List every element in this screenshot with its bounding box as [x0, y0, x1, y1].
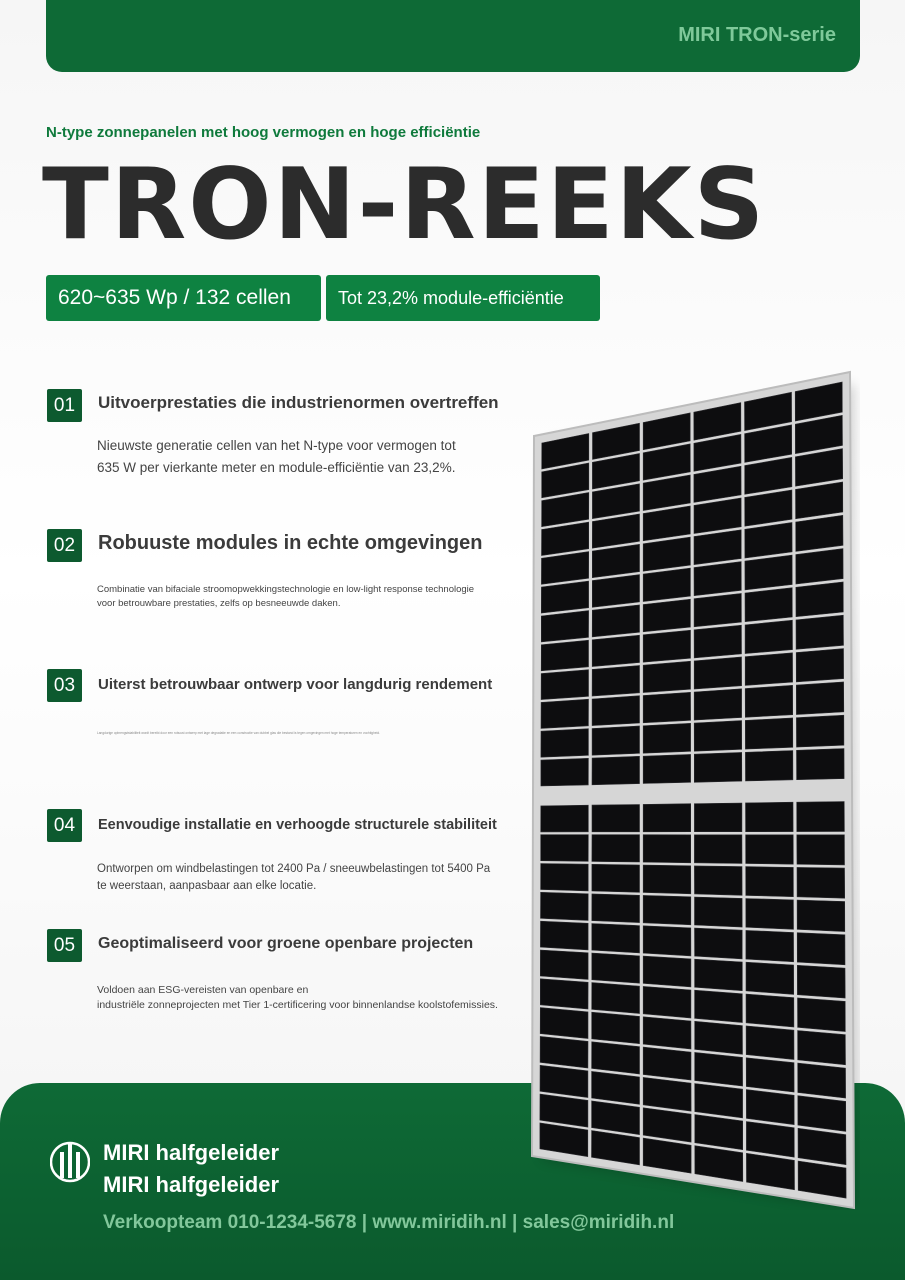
panel-cell — [592, 756, 640, 785]
panel-cell — [592, 864, 640, 892]
panel-cell — [592, 805, 640, 832]
panel-cell — [592, 983, 640, 1014]
feature-desc-line: industriële zonneprojecten met Tier 1-certificering voor binnenlandse koolstofemissies. — [97, 999, 498, 1011]
panel-cell — [746, 1090, 794, 1125]
feature-desc-line: Voldoen aan ESG-vereisten van openbare en — [97, 984, 309, 996]
brand-name: MIRI halfgeleider — [103, 1140, 280, 1165]
feature-desc-line: Langdurige opbrengststabiliteit wordt bereikt door een robuust ontwerp met lage degradatie en een constructie van dubbel glas die bestand is tegen omgevingen met hoge temperaturen en vochtigheid. — [97, 731, 380, 735]
panel-cell — [695, 1084, 743, 1118]
panel-cell — [746, 962, 794, 994]
panel-cell — [694, 866, 742, 895]
feature-02 — [46, 529, 526, 619]
power-badge: 620~635 Wp / 132 cellen — [46, 275, 321, 321]
panel-cell — [643, 926, 691, 956]
feature-title: Geoptimaliseerd voor groene openbare projecten — [98, 935, 474, 952]
panel-cell — [592, 953, 640, 983]
feature-desc-line: voor betrouwbare prestaties, zelfs op besneeuwde daken. — [97, 598, 341, 609]
panel-cell — [643, 865, 691, 894]
panel-cell — [694, 803, 742, 832]
panel-cell — [798, 998, 846, 1032]
panel-cell — [592, 1012, 640, 1043]
feature-title: Uitvoerprestaties die industrienormen overtreffen — [98, 393, 499, 412]
panel-cell — [745, 588, 792, 622]
panel-cell — [592, 835, 640, 862]
panel-cell — [643, 1017, 691, 1049]
panel-cell — [798, 1063, 846, 1098]
panel-cell — [798, 1096, 846, 1132]
panel-cell — [746, 835, 794, 864]
panel-cell — [694, 721, 742, 752]
panel-cell — [592, 635, 639, 666]
panel-cell — [541, 640, 588, 671]
feature-04 — [46, 809, 526, 899]
panel-cell — [643, 568, 690, 601]
panel-cell — [745, 653, 792, 686]
panel-cell — [541, 835, 589, 862]
panel-cell — [643, 1077, 691, 1111]
panel-cell — [798, 1031, 846, 1065]
panel-cell — [592, 575, 639, 608]
feature-number: 03 — [47, 669, 82, 702]
panel-cell — [695, 928, 743, 959]
panel-cell — [695, 1052, 743, 1086]
panel-cell — [540, 921, 588, 950]
panel-cell — [797, 749, 845, 780]
panel-cell — [541, 729, 589, 758]
panel-cell — [643, 956, 691, 987]
panel-cell — [541, 758, 589, 786]
panel-cell — [694, 593, 741, 626]
feature-03 — [46, 669, 526, 749]
panel-cell — [746, 1058, 794, 1092]
subtitle: N-type zonnepanelen met hoog vermogen en hoge efficiëntie — [46, 124, 481, 141]
panel-cell — [797, 835, 845, 865]
panel-cell — [796, 682, 844, 715]
panel-cell — [592, 666, 639, 697]
panel-cell — [540, 1008, 588, 1039]
panel-cell — [592, 1042, 640, 1074]
panel-cell — [796, 649, 843, 682]
panel-cell — [643, 630, 690, 662]
panel-cell — [745, 555, 792, 590]
panel-cell — [643, 1047, 691, 1080]
panel-cell — [541, 892, 589, 920]
panel-cell — [695, 959, 743, 991]
panel-cell — [643, 599, 690, 632]
panel-cell — [694, 562, 741, 596]
efficiency-badge: Tot 23,2% module-efficiëntie — [326, 275, 600, 321]
panel-cell — [796, 582, 843, 617]
feature-title: Eenvoudige installatie en verhoogde structurele stabiliteit — [98, 817, 497, 833]
feature-01 — [46, 389, 526, 489]
panel-cell — [592, 894, 640, 923]
panel-cell — [746, 899, 794, 930]
panel-cell — [643, 895, 691, 924]
brand-name-secondary: MIRI halfgeleider — [103, 1172, 280, 1197]
panel-cell — [643, 661, 690, 692]
feature-number: 05 — [47, 929, 82, 962]
panel-cell — [541, 699, 589, 728]
feature-desc-line: te weerstaan, aanpasbaar aan elke locatie. — [97, 880, 317, 892]
panel-cell — [695, 990, 743, 1022]
panel-cell — [592, 696, 639, 726]
feature-desc-line: Ontworpen om windbelastingen tot 2400 Pa / sneeuwbelastingen tot 5400 Pa — [97, 863, 491, 875]
feature-desc-line: 635 W per vierkante meter en module-efficiëntie van 23,2%. — [97, 460, 456, 475]
series-label: MIRI TRON-serie — [678, 24, 836, 46]
feature-number: 02 — [47, 529, 82, 562]
panel-cell — [694, 625, 741, 658]
panel-cell — [695, 897, 743, 927]
panel-cell — [540, 979, 588, 1009]
panel-cell — [797, 802, 845, 832]
feature-number: 01 — [47, 389, 82, 422]
panel-cell — [745, 751, 793, 782]
panel-cell — [643, 835, 691, 863]
panel-cell — [643, 692, 690, 723]
panel-cell — [797, 965, 845, 998]
panel-cell — [643, 804, 691, 832]
panel-cell — [746, 1026, 794, 1060]
panel-cell — [746, 867, 794, 897]
panel-cell — [592, 924, 640, 953]
panel-cell — [694, 752, 742, 782]
panel-cell — [796, 549, 843, 584]
panel-cell — [540, 950, 588, 979]
panel-cell — [745, 620, 792, 653]
feature-title: Uiterst betrouwbaar ontwerp voor langdurig rendement — [98, 676, 493, 693]
feature-05 — [46, 929, 526, 1019]
contact-info: Verkoopteam 010-1234-5678 | www.miridih.nl | sales@miridih.nl — [103, 1212, 675, 1233]
headline: TRON-REEKS — [42, 148, 767, 262]
panel-cell — [541, 611, 588, 642]
panel-cell — [643, 986, 691, 1018]
feature-desc-line: Combinatie van bifaciale stroomopwekkingstechnologie en low-light response technologie — [97, 584, 475, 595]
panel-cell — [541, 670, 588, 700]
panel-cell — [746, 930, 794, 961]
panel-cell — [796, 615, 844, 649]
panel-cell — [643, 723, 690, 753]
panel-cell — [797, 900, 845, 932]
top-banner — [46, 0, 860, 72]
panel-cell — [694, 689, 741, 720]
panel-cell — [797, 933, 845, 965]
panel-cell — [746, 802, 794, 832]
panel-cell — [745, 685, 793, 717]
feature-title: Robuuste modules in echte omgevingen — [98, 532, 483, 554]
panel-cell — [746, 994, 794, 1027]
panel-cell — [540, 1036, 588, 1068]
panel-cell — [694, 835, 742, 864]
panel-cell — [541, 864, 589, 891]
feature-desc-line: Nieuwste generatie cellen van het N-type voor vermogen tot — [97, 438, 456, 453]
panel-cell — [745, 718, 793, 749]
feature-number: 04 — [47, 809, 82, 842]
panel-cell — [592, 726, 639, 755]
panel-cell — [695, 1021, 743, 1054]
panel-cell — [541, 805, 589, 832]
solar-panel-image — [530, 370, 860, 1210]
panel-cell — [796, 515, 843, 551]
panel-cell — [592, 605, 639, 637]
panel-cell — [797, 867, 845, 898]
panel-cell — [796, 715, 844, 747]
miri-logo-icon — [50, 1138, 90, 1186]
solar-panel-svg — [530, 370, 860, 1210]
panel-cell — [694, 657, 741, 689]
panel-cell — [643, 754, 690, 783]
